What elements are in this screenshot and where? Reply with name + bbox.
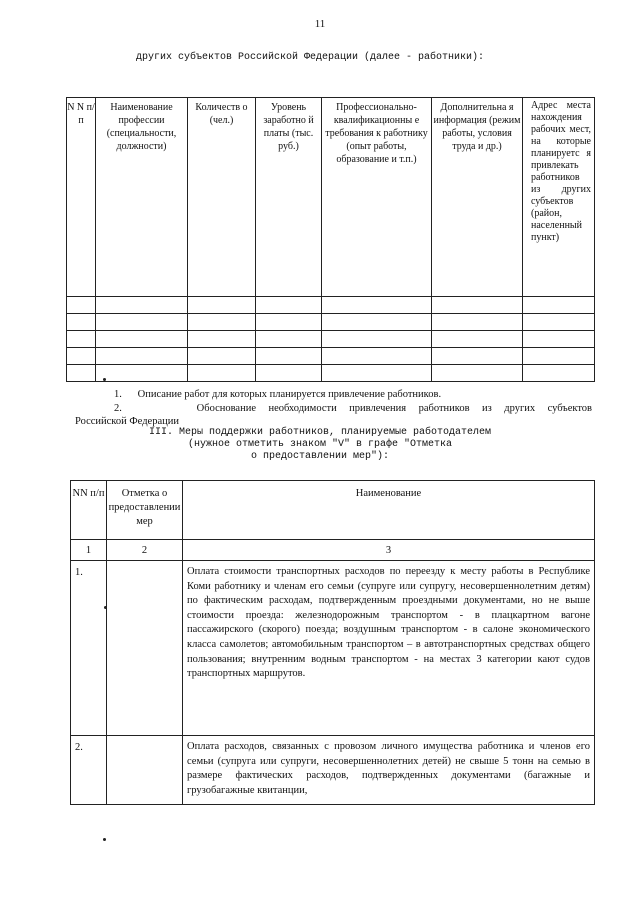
section-3-subtitle-line-1: (нужное отметить знаком "V" в графе "Отметка xyxy=(187,439,453,450)
table-cell[interactable] xyxy=(256,365,322,382)
note-2-continuation: Российской Федерации xyxy=(75,416,179,427)
note-2-text: Обоснование необходимости привлечения работников из других субъектов xyxy=(196,403,592,414)
note-1-text: Описание работ для которых планируется привлечение работников. xyxy=(137,389,442,400)
measure-mark-cell[interactable] xyxy=(107,561,183,736)
table-cell[interactable] xyxy=(432,331,523,348)
table-cell[interactable] xyxy=(96,331,188,348)
table-cell[interactable] xyxy=(322,348,432,365)
col-salary-header: Уровень заработно й платы (тыс. руб.) xyxy=(256,98,322,297)
column-index-row xyxy=(71,540,595,561)
measure-number: 2. xyxy=(71,736,107,805)
table-cell[interactable] xyxy=(432,297,523,314)
table-cell[interactable] xyxy=(523,365,595,382)
table-cell[interactable] xyxy=(432,314,523,331)
index-cell: 1 xyxy=(71,540,107,561)
table-cell[interactable] xyxy=(96,348,188,365)
table-row xyxy=(67,331,595,348)
table-cell[interactable] xyxy=(432,365,523,382)
vacancies-table xyxy=(66,97,595,382)
table-cell[interactable] xyxy=(96,365,188,382)
table-cell[interactable] xyxy=(67,348,96,365)
note-2-number: 2. xyxy=(114,403,122,414)
table-cell[interactable] xyxy=(256,297,322,314)
table-row xyxy=(71,561,595,736)
measure-description: Оплата расходов, связанных с провозом личного имущества работника и членов его семьи (супруга или супруги, несовершеннолетних детей) не свыше 5 тонн на семью в размере фактических расходов, подтвержденных документами (багажные и грузобагажные квитанции, xyxy=(183,736,595,805)
col-workplace-address-header: Адрес места нахождения рабочих мест, на которые планируетс я привлекать работников из других субъектов (район, населенный пункт) xyxy=(523,98,595,297)
note-2 xyxy=(114,402,592,415)
table-row xyxy=(71,736,595,805)
measure-description: Оплата стоимости транспортных расходов по переезду к месту работы в Республике Коми работнику и членам его семьи (супруге или супругу, несовершеннолетним детям) по фактическим расходам, подтвержденным проездными документами, но не выше стоимости проезда: железнодорожным транспортом - в плацкартном вагоне пассажирского (скорого) поезда; воздушным транспортом - в салоне экономического класса самолетов; автомобильным транспортом – в автотранспортных средствах общего пользования; внутренним водным транспортом - на местах 3 категории кают судов транспортных маршрутов. xyxy=(183,561,595,736)
col-profession-header: Наименование профессии (специальности, должности) xyxy=(96,98,188,297)
table-row xyxy=(67,314,595,331)
table-row xyxy=(67,348,595,365)
col-number-header: N N п/п xyxy=(67,98,96,297)
table-cell[interactable] xyxy=(523,348,595,365)
table-cell[interactable] xyxy=(67,314,96,331)
table-cell[interactable] xyxy=(322,331,432,348)
note-1 xyxy=(114,388,594,401)
table-row xyxy=(67,297,595,314)
table-cell[interactable] xyxy=(188,297,256,314)
col-qualification-header: Профессионально-квалификационны е требования к работнику (опыт работы, образование и т.п.) xyxy=(322,98,432,297)
table-cell[interactable] xyxy=(188,348,256,365)
table-cell[interactable] xyxy=(256,331,322,348)
table-cell[interactable] xyxy=(188,365,256,382)
measure-mark-cell[interactable] xyxy=(107,736,183,805)
col-nn-header: NN п/п xyxy=(71,481,107,540)
scan-speck xyxy=(103,838,106,841)
table-cell[interactable] xyxy=(523,314,595,331)
table-cell[interactable] xyxy=(523,297,595,314)
scan-speck xyxy=(103,378,106,381)
table-cell[interactable] xyxy=(96,297,188,314)
support-measures-table xyxy=(70,480,595,805)
measure-number: 1. xyxy=(71,561,107,736)
index-cell: 2 xyxy=(107,540,183,561)
page-number: 11 xyxy=(314,18,326,30)
table-cell[interactable] xyxy=(67,297,96,314)
section-3-heading xyxy=(60,427,580,463)
table-cell[interactable] xyxy=(96,314,188,331)
table-cell[interactable] xyxy=(322,314,432,331)
table-cell[interactable] xyxy=(67,331,96,348)
support-measures-header xyxy=(71,481,595,540)
continuation-text: других субъектов Российской Федерации (далее - работники): xyxy=(135,52,485,63)
col-mark-header: Отметка о предоставлении мер xyxy=(107,481,183,540)
table-cell[interactable] xyxy=(67,365,96,382)
table-cell[interactable] xyxy=(188,331,256,348)
table-cell[interactable] xyxy=(188,314,256,331)
vacancies-table-header xyxy=(67,98,595,297)
table-cell[interactable] xyxy=(322,365,432,382)
col-quantity-header: Количеств о (чел.) xyxy=(188,98,256,297)
table-row xyxy=(67,365,595,382)
section-3-subtitle-line-2: о предоставлении мер"): xyxy=(250,451,390,462)
col-name-header: Наименование xyxy=(183,481,595,540)
table-cell[interactable] xyxy=(256,348,322,365)
col-additional-info-header: Дополнительна я информация (режим работы, условия труда и др.) xyxy=(432,98,523,297)
table-cell[interactable] xyxy=(523,331,595,348)
note-1-number: 1. xyxy=(114,389,122,400)
table-cell[interactable] xyxy=(322,297,432,314)
section-3-title: III. Меры поддержки работников, планируемые работодателем xyxy=(148,427,492,438)
table-cell[interactable] xyxy=(256,314,322,331)
scan-speck xyxy=(104,606,107,609)
index-cell: 3 xyxy=(183,540,595,561)
table-cell[interactable] xyxy=(432,348,523,365)
